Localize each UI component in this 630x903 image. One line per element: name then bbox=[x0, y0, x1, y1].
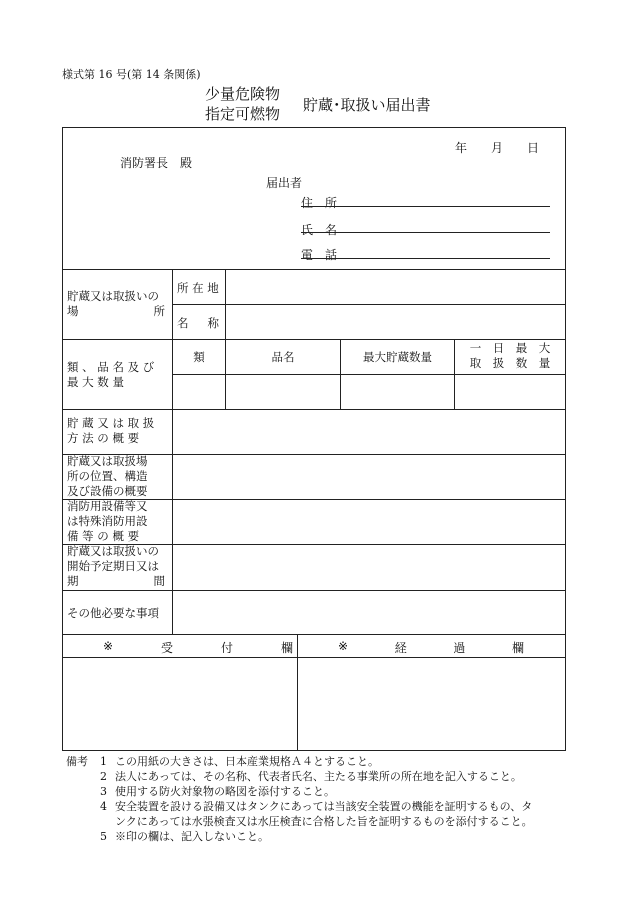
fire-equipment-field[interactable] bbox=[173, 500, 565, 544]
address-label: 住 所 bbox=[301, 196, 338, 210]
date-fields bbox=[455, 139, 539, 156]
place-label-line: 場 所 bbox=[67, 304, 165, 318]
location-field[interactable] bbox=[226, 270, 564, 304]
col-header-max-storage: 最大貯蔵数量 bbox=[363, 350, 432, 364]
note-item: 2 法人にあっては、その名称、代表者氏名、主たる事業所の所在地を記入すること。 bbox=[100, 770, 522, 783]
note-item: 備考 1 この用紙の大きさは、日本産業規格Ａ４とすること。 bbox=[66, 755, 379, 768]
reception-area bbox=[64, 658, 296, 750]
phone-label: 電 話 bbox=[301, 248, 338, 262]
other-label: その他必要な事項 bbox=[67, 606, 159, 620]
note-item: ンクにあっては水張検査又は水圧検査に合格した旨を証明するものを添付すること。 bbox=[115, 815, 533, 828]
method-label: 貯 蔵 又 は 取 扱 方 法 の 概 要 bbox=[67, 416, 155, 445]
date-day-label: 日 bbox=[526, 141, 539, 155]
col-header-daily-max: 一 日 最 大 取 扱 数 量 bbox=[469, 341, 551, 370]
progress-header: ※ 経 過 欄 bbox=[338, 639, 524, 655]
items-label-line: 類 、 品 名 及 び bbox=[67, 360, 155, 374]
addressee: 消防署長 殿 bbox=[120, 156, 193, 170]
facility-field[interactable] bbox=[173, 455, 565, 499]
facility-label: 貯蔵又は取扱場 所の位置、構造 及び設備の概要 bbox=[67, 454, 148, 498]
notes-heading: 備考 bbox=[66, 755, 88, 768]
phone-field[interactable] bbox=[301, 258, 550, 259]
item-name-input[interactable] bbox=[226, 375, 340, 409]
name-field[interactable] bbox=[301, 232, 550, 233]
name-label: 氏 名 bbox=[301, 223, 338, 237]
form-number: 様式第 16 号(第 14 条関係) bbox=[62, 68, 201, 81]
date-year-label: 年 bbox=[455, 141, 468, 155]
note-item: 3 使用する防火対象物の略図を添付すること。 bbox=[100, 785, 335, 798]
progress-area bbox=[298, 658, 565, 750]
place-label-line: 貯蔵又は取扱いの bbox=[67, 289, 159, 303]
date-month-label: 月 bbox=[490, 141, 503, 155]
row-divider bbox=[63, 339, 565, 340]
col-header-name: 品名 bbox=[271, 350, 295, 364]
row-divider bbox=[63, 634, 565, 635]
facility-name-label: 名 称 bbox=[177, 316, 219, 330]
items-section-label bbox=[67, 360, 154, 390]
reception-header: ※ 受 付 欄 bbox=[103, 639, 293, 655]
page-title: 貯蔵･取扱い届出書 bbox=[303, 96, 431, 114]
place-section-label bbox=[67, 289, 165, 319]
title-line-designated-combustibles: 指定可燃物 bbox=[205, 105, 281, 123]
note-item: 5 ※印の欄は、記入しないこと。 bbox=[100, 830, 269, 843]
notes bbox=[66, 754, 533, 844]
address-field[interactable] bbox=[301, 206, 550, 207]
notifier-label: 届出者 bbox=[266, 176, 303, 190]
title-line-small-hazmat: 少量危険物 bbox=[205, 85, 281, 103]
facility-name-field[interactable] bbox=[226, 305, 564, 339]
fire-equipment-label: 消防用設備等又 は特殊消防用設 備 等 の 概 要 bbox=[67, 499, 148, 543]
class-input[interactable] bbox=[173, 375, 225, 409]
max-storage-input[interactable] bbox=[341, 375, 454, 409]
note-item: 4 安全装置を設ける設備又はタンクにあっては当該安全装置の機能を証明するもの、タ bbox=[100, 800, 533, 813]
items-label-line: 最 大 数 量 bbox=[67, 375, 124, 389]
method-field[interactable] bbox=[173, 410, 565, 454]
location-label: 所 在 地 bbox=[177, 281, 219, 295]
col-header-class: 類 bbox=[193, 350, 205, 364]
schedule-label: 貯蔵又は取扱いの 開始予定期日又は 期 間 bbox=[67, 544, 165, 588]
daily-max-input[interactable] bbox=[455, 375, 565, 409]
form-table bbox=[62, 127, 566, 751]
schedule-field[interactable] bbox=[173, 545, 565, 590]
title-category bbox=[205, 84, 280, 124]
other-field[interactable] bbox=[173, 591, 565, 634]
